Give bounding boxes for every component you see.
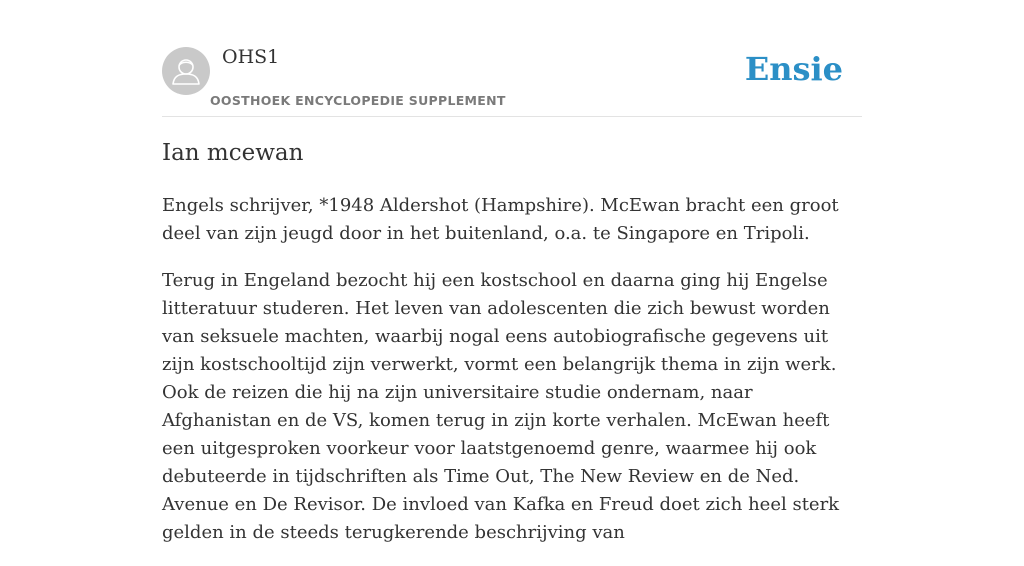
ensie-logo[interactable]: Ensie bbox=[744, 50, 843, 88]
article-body bbox=[162, 192, 862, 566]
article-paragraph: Engels schrijver, *1948 Aldershot (Hampshire). McEwan bracht een groot deel van zijn jeugd door in het buitenland, o.a. te Singapore en Tripoli. bbox=[162, 195, 839, 244]
source-name[interactable]: OOSTHOEK ENCYCLOPEDIE SUPPLEMENT bbox=[210, 93, 506, 108]
article-title: Ian mcewan bbox=[162, 140, 304, 166]
user-icon bbox=[162, 47, 210, 95]
author-name[interactable]: OHS1 bbox=[222, 46, 280, 68]
header bbox=[162, 0, 862, 117]
avatar[interactable] bbox=[162, 47, 210, 95]
article-paragraph: Terug in Engeland bezocht hij een kostschool en daarna ging hij Engelse litteratuur studeren. Het leven van adolescenten die zich bewust worden van seksuele machten, waarbij nogal eens autobiografische gegevens uit zijn kostschooltijd zijn verwerkt, vormt een belangrijk thema in zijn werk. Ook de reizen die hij na zijn universitaire studie ondernam, naar Afghanistan en de VS, komen terug in zijn korte verhalen. McEwan heeft een uitgesproken voorkeur voor laatstgenoemd genre, waarmee hij ook debuteerde in tijdschriften als Time Out, The New Review en de Ned. Avenue en De Revisor. De invloed van Kafka en Freud doet zich heel sterk gelden in de steeds terugkerende beschrijving van bbox=[162, 270, 840, 543]
